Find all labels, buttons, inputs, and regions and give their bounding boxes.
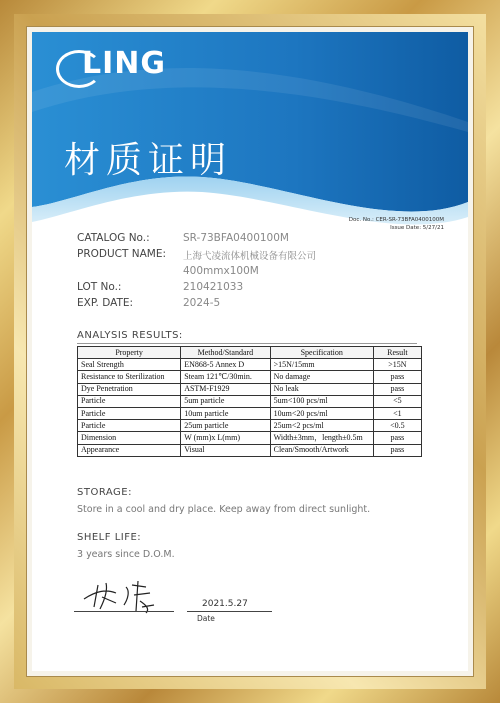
table-cell: Visual [181, 444, 270, 456]
table-cell: Seal Strength [78, 359, 181, 371]
table-cell: 10um<20 pcs/ml [270, 407, 373, 419]
info-label: LOT No.: [77, 281, 122, 293]
table-cell: pass [373, 383, 421, 395]
table-cell: Width±3mm，length±0.5m [270, 432, 373, 444]
company-logo [64, 46, 166, 81]
table-cell: Clean/Smooth/Artwork [270, 444, 373, 456]
sign-date: 2021.5.27 [202, 599, 248, 609]
table-cell: pass [373, 444, 421, 456]
table-cell: 25um<2 pcs/ml [270, 420, 373, 432]
table-cell: W (mm)x L(mm) [181, 432, 270, 444]
table-row [78, 407, 422, 419]
info-value: 2024-5 [183, 297, 221, 309]
table-cell: No damage [270, 371, 373, 383]
info-label: EXP. DATE: [77, 297, 134, 309]
table-cell: 5um<100 pcs/ml [270, 395, 373, 407]
table-cell: 5um particle [181, 395, 270, 407]
page-title: 材质证明 [64, 140, 233, 181]
column-header: Result [373, 347, 421, 359]
column-header: Method/Standard [181, 347, 270, 359]
column-header: Property [78, 347, 181, 359]
storage-title: STORAGE: [77, 487, 132, 498]
table-cell: Resistance to Sterilization [78, 371, 181, 383]
doc-number: Doc. No.: CER-SR-73BFA0400100M [348, 217, 444, 223]
table-cell: Particle [78, 395, 181, 407]
table-cell: 25um particle [181, 420, 270, 432]
table-row [78, 383, 422, 395]
analysis-title: ANALYSIS RESULTS: [77, 330, 183, 341]
storage-text: Store in a cool and dry place. Keep away from direct sunlight. [77, 504, 371, 515]
table-row [78, 359, 422, 371]
info-value: 上海弋凌流体机械设备有限公司 [183, 251, 317, 262]
certificate-paper [32, 32, 468, 671]
date-line [187, 611, 272, 612]
table-cell: Dye Penetration [78, 383, 181, 395]
table-cell: <1 [373, 407, 421, 419]
table-cell: 10um particle [181, 407, 270, 419]
table-row [78, 371, 422, 383]
table-cell: pass [373, 432, 421, 444]
column-header: Specification [270, 347, 373, 359]
table-cell: Steam 121℃/30min. [181, 371, 270, 383]
table-row [78, 432, 422, 444]
analysis-table [77, 346, 422, 457]
issue-date: Issue Date: 5/27/21 [390, 225, 444, 231]
table-row [78, 420, 422, 432]
info-label: PRODUCT NAME: [77, 248, 167, 260]
logo-text: LING [82, 46, 167, 81]
date-label: Date [197, 614, 215, 623]
table-cell: >15N/15mm [270, 359, 373, 371]
table-cell: Dimension [78, 432, 181, 444]
table-cell: ASTM-F1929 [181, 383, 270, 395]
shelf-life-text: 3 years since D.O.M. [77, 549, 175, 560]
analysis-divider [77, 343, 417, 344]
table-cell: <5 [373, 395, 421, 407]
table-cell: Appearance [78, 444, 181, 456]
table-cell: <0.5 [373, 420, 421, 432]
table-header-row [78, 347, 422, 359]
logo-ring-icon [56, 50, 102, 88]
table-cell: Particle [78, 407, 181, 419]
table-row [78, 444, 422, 456]
info-value: 210421033 [183, 281, 244, 293]
table-cell: No leak [270, 383, 373, 395]
signature-line [74, 611, 174, 612]
info-value: SR-73BFA0400100M [183, 232, 289, 244]
table-cell: >15N [373, 359, 421, 371]
table-row [78, 395, 422, 407]
shelf-life-title: SHELF LIFE: [77, 532, 142, 543]
info-label: CATALOG No.: [77, 232, 150, 244]
table-cell: pass [373, 371, 421, 383]
table-cell: EN868-5 Annex D [181, 359, 270, 371]
table-cell: Particle [78, 420, 181, 432]
doc-meta [349, 216, 444, 232]
info-value: 400mmx100M [183, 265, 259, 277]
